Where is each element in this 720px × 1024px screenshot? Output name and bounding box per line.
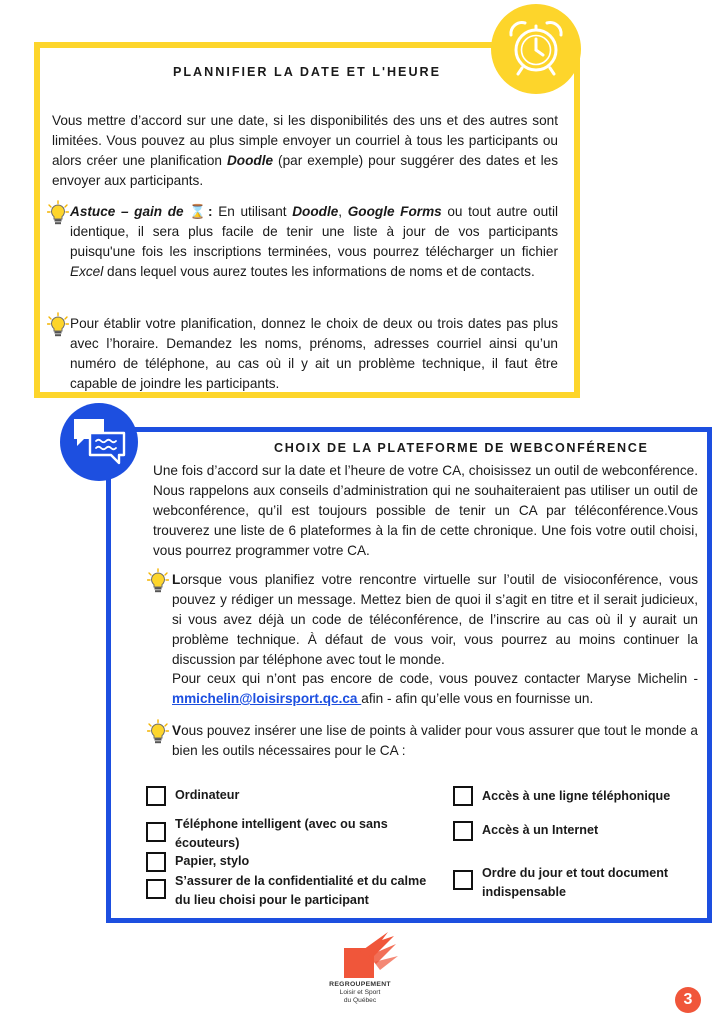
checklist-item-internet[interactable] (453, 821, 693, 841)
checkbox[interactable] (453, 821, 473, 841)
virtual-meeting-paragraph: Lorsque vous planifiez votre rencontre virtuelle sur l’outil de visioconférence, vous pouvez y rédiger un message. Mettez bien de quoi il s’agit en titre et il serait judicieux, si vous avez déjà un code de téléconférence, de l’inscrire au cas où il y aurait un problème technique. À défaut de vous voir, vous pourrez au moins continuer la discussion par téléphone avec tout le monde. (172, 572, 698, 667)
checklist-item-agenda[interactable] (453, 866, 693, 902)
page-number-badge: 3 (675, 987, 701, 1013)
planning-intro-paragraph: Vous mettre d’accord sur une date, si les disponibilités des uns et des autres sont limitées. Vous pouvez au plus simple envoyer un courriel à tous les participants ou alors créer une planification Doodle (par exemple) pour suggérer des dates et les envoyer aux participants. (52, 113, 558, 188)
checkbox[interactable] (146, 786, 166, 806)
tip-label: Astuce – gain de (70, 204, 190, 219)
checklist-label: Accès à une ligne téléphonique (482, 789, 671, 803)
alarm-clock-badge (491, 4, 581, 94)
checklist-label: Ordinateur (175, 788, 240, 802)
checklist-item-privacy[interactable] (146, 875, 436, 910)
contact-email-link[interactable]: mmichelin@loisirsport.qc.ca (172, 691, 362, 706)
platform-intro-paragraph: Une fois d’accord sur la date et l’heure de votre CA, choisissez un outil de webconférence. Nous rappelons aux conseils d’administration qui ne souhaiteraient pas utiliser un outil de webconférence, qu’il est toujours possible de tenir un CA par téléconférence.Vous trouverez une liste de 6 plateformes à la fin de cette chronique. Une fois votre outil choisi, vous pourrez programmer votre CA. (153, 463, 698, 558)
lightbulb-tip-icon (47, 312, 69, 338)
chat-bubbles-icon (72, 417, 128, 469)
checklist-item-paper[interactable] (146, 852, 426, 872)
checklist-label: Ordre du jour et tout document indispensable (482, 866, 669, 899)
checkbox[interactable] (146, 822, 166, 842)
chat-badge (60, 403, 138, 481)
platform-title: CHOIX DE LA PLATEFORME DE WEBCONFÉRENCE (274, 441, 649, 455)
tip-paragraph: Astuce – gain de ⌛: En utilisant Doodle, Google Forms ou tout autre outil identique, il sera plus facile de tenir une liste à jour de vos participants puisqu'une fois les inscriptions terminées, vous pourrez télécharger un fichier Excel dans lequel vous aurez toutes les informations de noms et de contacts. (70, 204, 558, 279)
checklist-label: S’assurer de la confidentialité et du calme du lieu choisi pour le participant (175, 874, 427, 907)
planning-title: PLANNIFIER LA DATE ET L'HEURE (172, 65, 442, 79)
checkbox[interactable] (453, 870, 473, 890)
hourglass-icon: ⌛ (189, 204, 209, 219)
checklist-label: Accès à un Internet (482, 823, 599, 837)
planning-advice-paragraph: Pour établir votre planification, donnez le choix de deux ou trois dates pas plus avec l’horaire. Demandez les noms, prénoms, adresses courriel ainsi qu’un numéro de téléphone, au cas où il y ait un problème technique, il faut être capable de joindre les participants. (70, 316, 558, 391)
checklist-item-computer[interactable] (146, 786, 426, 806)
checklist-label: Téléphone intelligent (avec ou sans écouteurs) (175, 817, 388, 850)
doodle-mention: Doodle (226, 153, 274, 168)
checkbox[interactable] (453, 786, 473, 806)
checklist-label: Papier, stylo (175, 854, 250, 868)
contact-paragraph: Pour ceux qui n’ont pas encore de code, vous pouvez contacter Maryse Michelin - mmichelin@loisirsport.qc.ca afin - afin qu’elle vous en fournisse un. (172, 671, 698, 706)
checklist-item-phone-line[interactable] (453, 786, 693, 806)
checkbox[interactable] (146, 852, 166, 872)
lightbulb-tip-icon (147, 719, 169, 745)
lightbulb-tip-icon (47, 200, 69, 226)
checkbox[interactable] (146, 879, 166, 899)
lightbulb-tip-icon (147, 568, 169, 594)
logo-wordmark: REGROUPEMENT Loisir et Sport du Québec (329, 981, 391, 1004)
checklist-item-smartphone[interactable] (146, 818, 411, 853)
checklist-intro-paragraph: Vous pouvez insérer une lise de points à valider pour vous assurer que tout le monde a bien les outils nécessaires pour le CA : (172, 723, 698, 758)
